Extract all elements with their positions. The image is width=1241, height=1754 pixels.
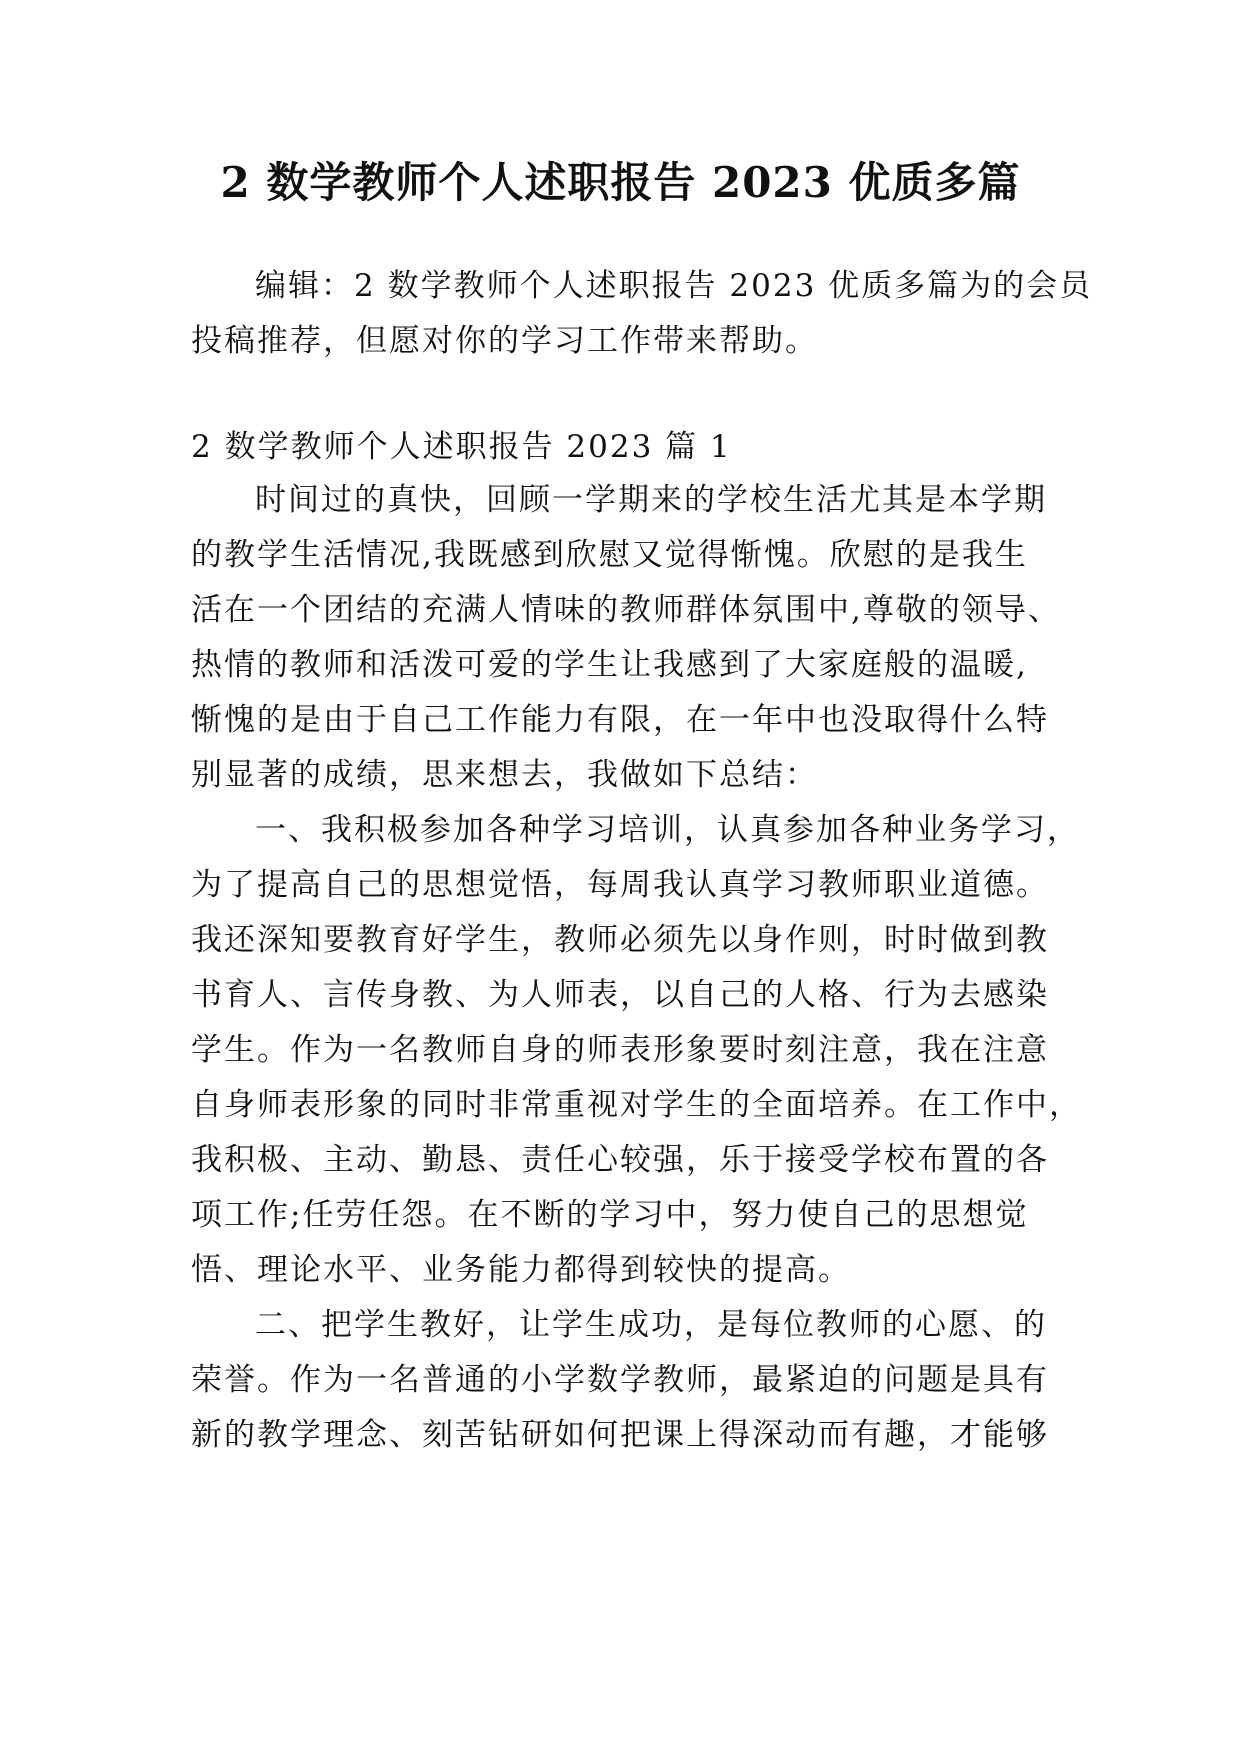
- body-line: 学生。作为一名教师自身的师表形象要时刻注意，我在注意: [191, 1032, 1049, 1068]
- intro-line-1: 编辑：2 数学教师个人述职报告 2023 优质多篇为的会员: [255, 268, 1093, 304]
- document-title: 2 数学教师个人述职报告 2023 优质多篇: [220, 158, 1021, 207]
- body-line: 别显著的成绩，思来想去，我做如下总结：: [191, 757, 818, 793]
- body-line: 的教学生活情况,我既感到欣慰又觉得惭愧。欣慰的是我生: [191, 537, 1028, 573]
- body-line: 我还深知要教育好学生，教师必须先以身作则，时时做到教: [191, 922, 1049, 958]
- intro-line-2: 投稿推荐，但愿对你的学习工作带来帮助。: [191, 323, 818, 359]
- body-line: 自身师表形象的同时非常重视对学生的全面培养。在工作中，: [191, 1087, 1082, 1123]
- body-line: 二、把学生教好，让学生成功，是每位教师的心愿、的: [255, 1307, 1047, 1343]
- body-line: 惭愧的是由于自己工作能力有限，在一年中也没取得什么特: [191, 702, 1049, 738]
- body-line: 时间过的真快，回顾一学期来的学校生活尤其是本学期: [255, 482, 1047, 518]
- body-line: 书育人、言传身教、为人师表，以自己的人格、行为去感染: [191, 977, 1049, 1013]
- body-line: 项工作;任劳任怨。在不断的学习中，努力使自己的思想觉: [191, 1197, 1029, 1233]
- body-line: 新的教学理念、刻苦钻研如何把课上得深动而有趣，才能够: [191, 1417, 1049, 1453]
- body-line: 荣誉。作为一名普通的小学数学教师，最紧迫的问题是具有: [191, 1362, 1049, 1398]
- body-line: 为了提高自己的思想觉悟，每周我认真学习教师职业道德。: [191, 867, 1049, 903]
- body-line: 热情的教师和活泼可爱的学生让我感到了大家庭般的温暖,: [191, 647, 1028, 683]
- body-line: 一、我积极参加各种学习培训，认真参加各种业务学习，: [255, 812, 1080, 848]
- body-line: 活在一个团结的充满人情味的教师群体氛围中,尊敬的领导、: [191, 592, 1061, 628]
- body-line: 悟、理论水平、业务能力都得到较快的提高。: [191, 1252, 851, 1288]
- body-line: 我积极、主动、勤恳、责任心较强，乐于接受学校布置的各: [191, 1142, 1049, 1178]
- section-heading: 2 数学教师个人述职报告 2023 篇 1: [191, 429, 732, 465]
